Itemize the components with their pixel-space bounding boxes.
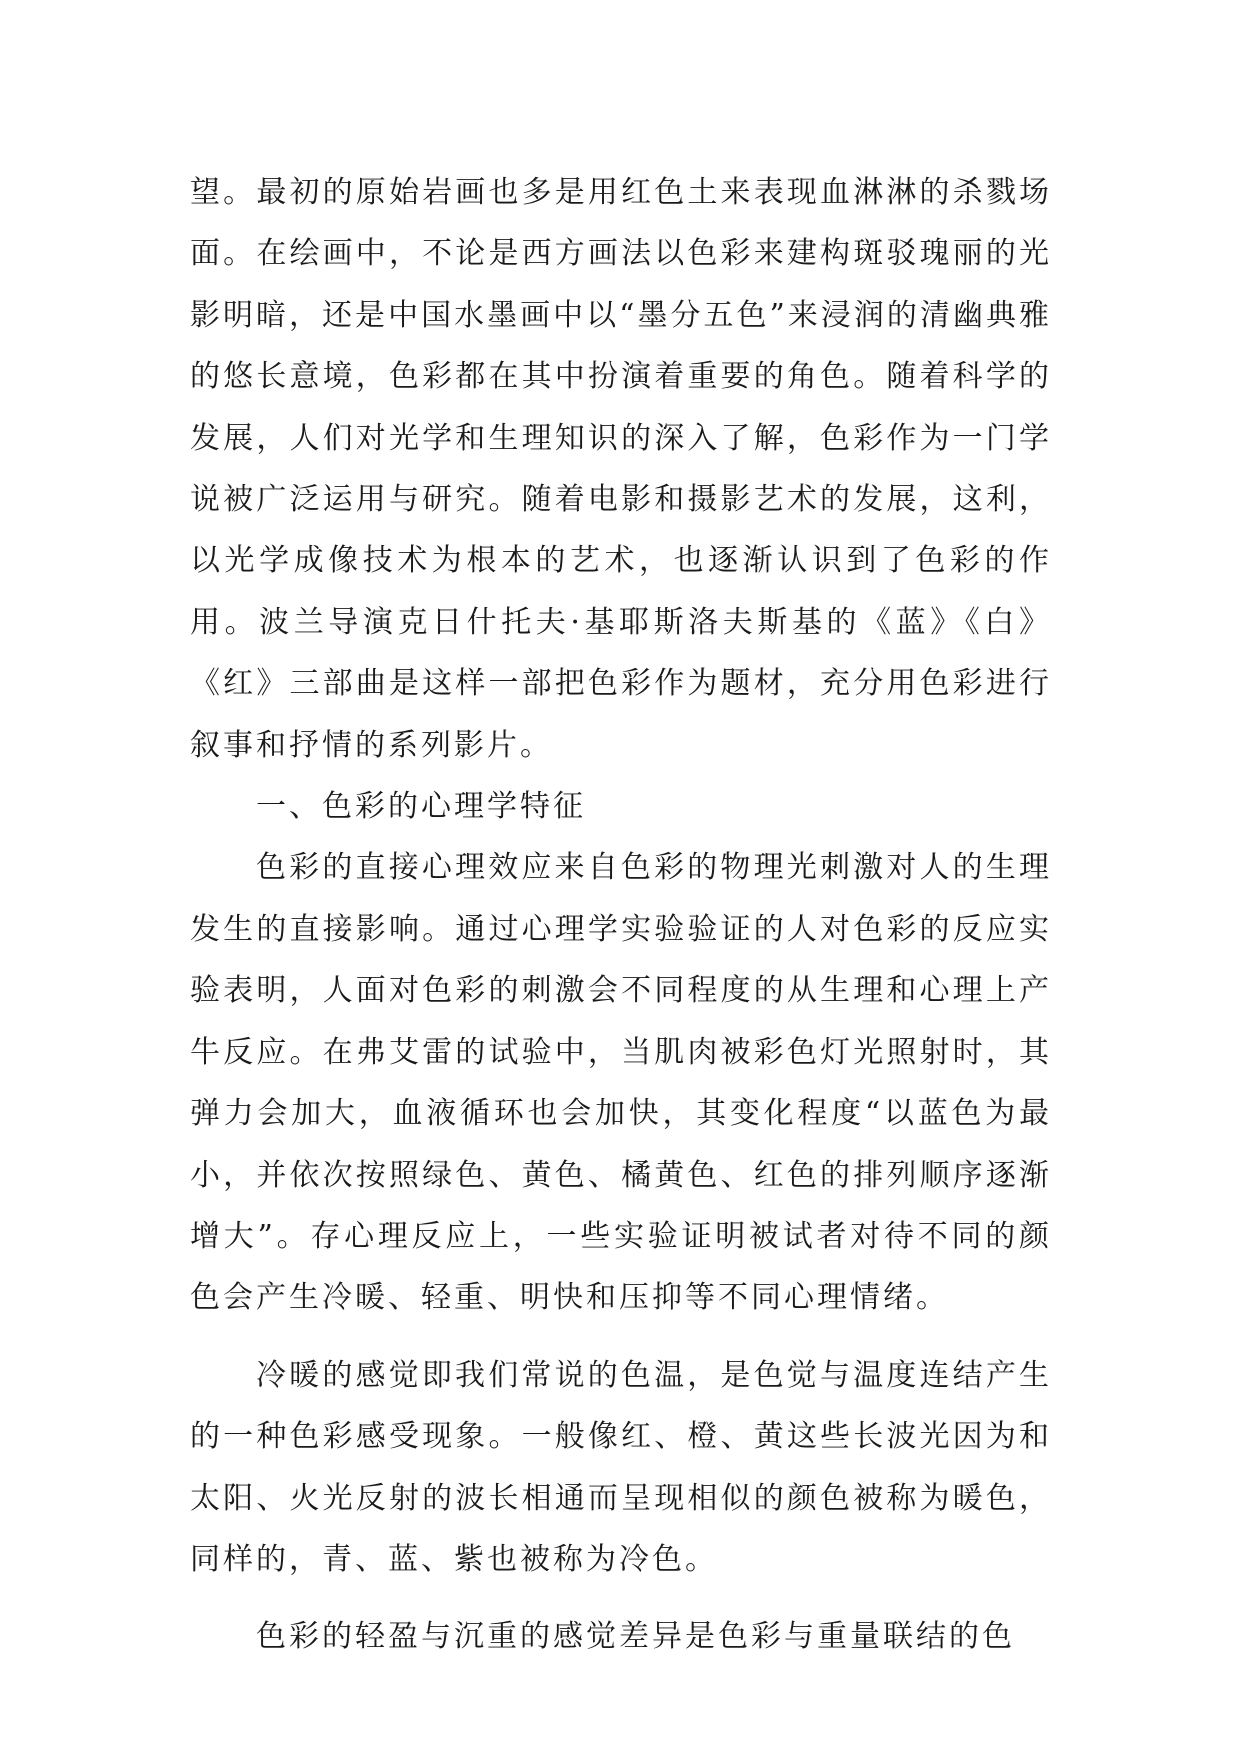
paragraph-warm-cool: 冷暖的感觉即我们常说的色温，是色觉与温度连结产生的一种色彩感受现象。一般像红、橙、黄这些长波光因为和太阳、火光反射的波长相通而呈现相似的颜色被称为暖色，同样的，青、蓝、紫也被称为冷色。 — [190, 1357, 1052, 1577]
paragraph-spacer — [190, 1590, 1052, 1606]
section-heading: 一、色彩的心理学特征 — [256, 789, 586, 825]
paragraph-intro: 望。最初的原始岩画也多是用红色土来表现血淋淋的杀戮场面。在绘画中，不论是西方画法以色彩来建构斑驳瑰丽的光影明暗，还是中国水墨画中以“墨分五色”来浸润的清幽典雅的悠长意境，色彩都在其中扮演着重要的角色。随着科学的发展，人们对光学和生理知识的深入了解，色彩作为一门学说被广泛运用与研究。随着电影和摄影艺术的发展，这利，以光学成像技术为根本的艺术，也逐渐认识到了色彩的作用。波兰导演克日什托夫·基耶斯洛夫斯基的《蓝》《白》《红》三部曲是这样一部把色彩作为题材，充分用色彩进行叙事和抒情的系列影片。 — [190, 175, 1052, 763]
body-text — [190, 162, 1052, 1668]
paragraph-spacer — [190, 1329, 1052, 1345]
paragraph-psych-effect: 色彩的直接心理效应来自色彩的物理光刺激对人的生理发生的直接影响。通过心理学实验验证的人对色彩的反应实验表明，人面对色彩的刺激会不同程度的从生理和心理上产牛反应。在弗艾雷的试验中，当肌肉被彩色灯光照射时，其弹力会加大，血液循环也会加快，其变化程度“以蓝色为最小，并依次按照绿色、黄色、橘黄色、红色的排列顺序逐渐增大”。存心理反应上，一些实验证明被试者对待不同的颜色会产生冷暖、轻重、明快和压抑等不同心理情绪。 — [190, 850, 1052, 1316]
paragraph-light-heavy: 色彩的轻盈与沉重的感觉差异是色彩与重量联结的色 — [256, 1619, 1015, 1655]
